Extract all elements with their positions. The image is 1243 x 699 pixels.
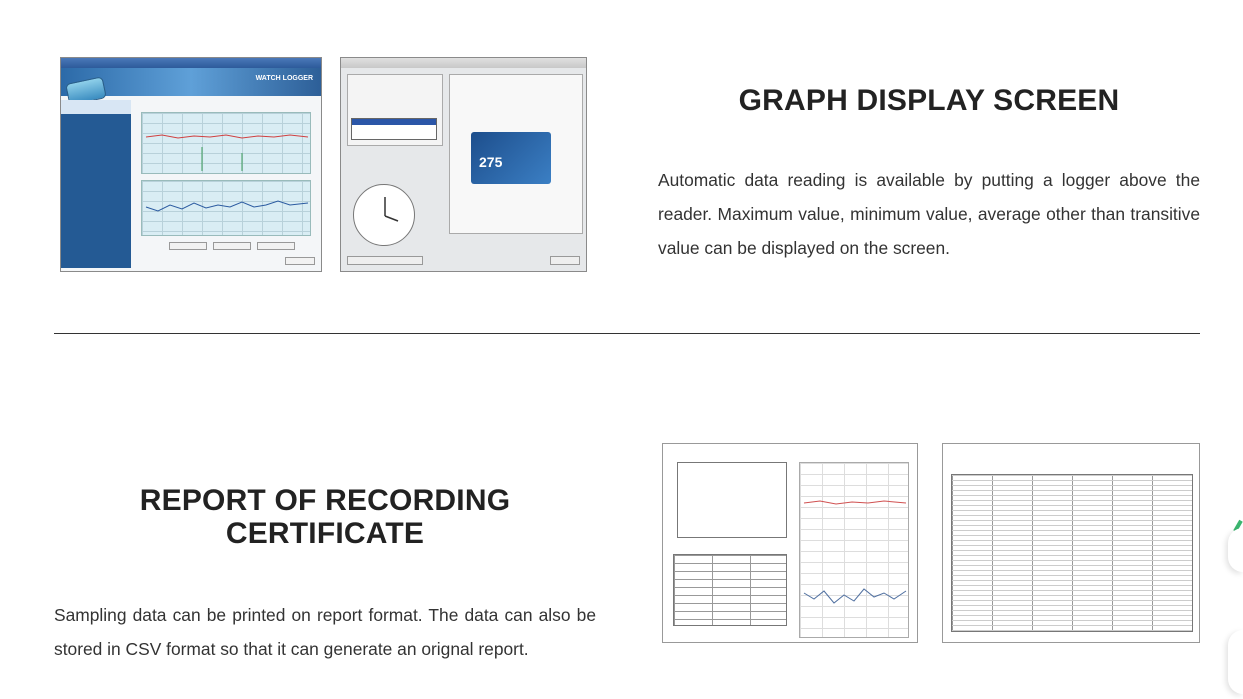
report-certificate-images [662,443,1200,643]
section-heading: REPORT OF RECORDING CERTIFICATE [139,484,511,550]
report-table-page [942,443,1200,643]
humidity-graph [141,180,311,236]
graph-display-text [658,84,1200,265]
section-divider [54,333,1200,334]
graph-display-images [60,57,587,272]
apply-button [347,256,423,265]
section-description: Sampling data can be printed on report format. The data can also be stored in CSV format so that it can generate an orignal report. [54,605,596,659]
print-button [213,242,251,250]
app-logo: WATCH LOGGER [255,75,313,82]
window-titlebar [341,58,586,68]
side-widget[interactable] [1228,630,1243,694]
side-panel [61,100,131,268]
logger-card-image: 275 [471,132,551,184]
export-button [257,242,295,250]
report-summary-table [673,554,787,626]
report-data-table [951,474,1193,632]
close-button [550,256,580,265]
report-button [169,242,207,250]
measurement-settings-screenshot [340,57,587,272]
sensor-list [351,118,437,140]
window-titlebar [61,58,321,68]
report-graph [799,462,909,638]
report-header-box [677,462,787,538]
side-widget[interactable] [1228,528,1243,572]
close-button [285,257,315,265]
section-heading: GRAPH DISPLAY SCREEN [738,84,1120,117]
graph-display-screenshot [60,57,322,272]
report-certificate-text [54,484,596,666]
clock-icon [353,184,415,246]
section-description: Automatic data reading is available by putting a logger above the reader. Maximum value, minimum value, average other than transitive value can be displayed on the screen. [658,170,1200,258]
report-graph-page [662,443,918,643]
temperature-graph [141,112,311,174]
